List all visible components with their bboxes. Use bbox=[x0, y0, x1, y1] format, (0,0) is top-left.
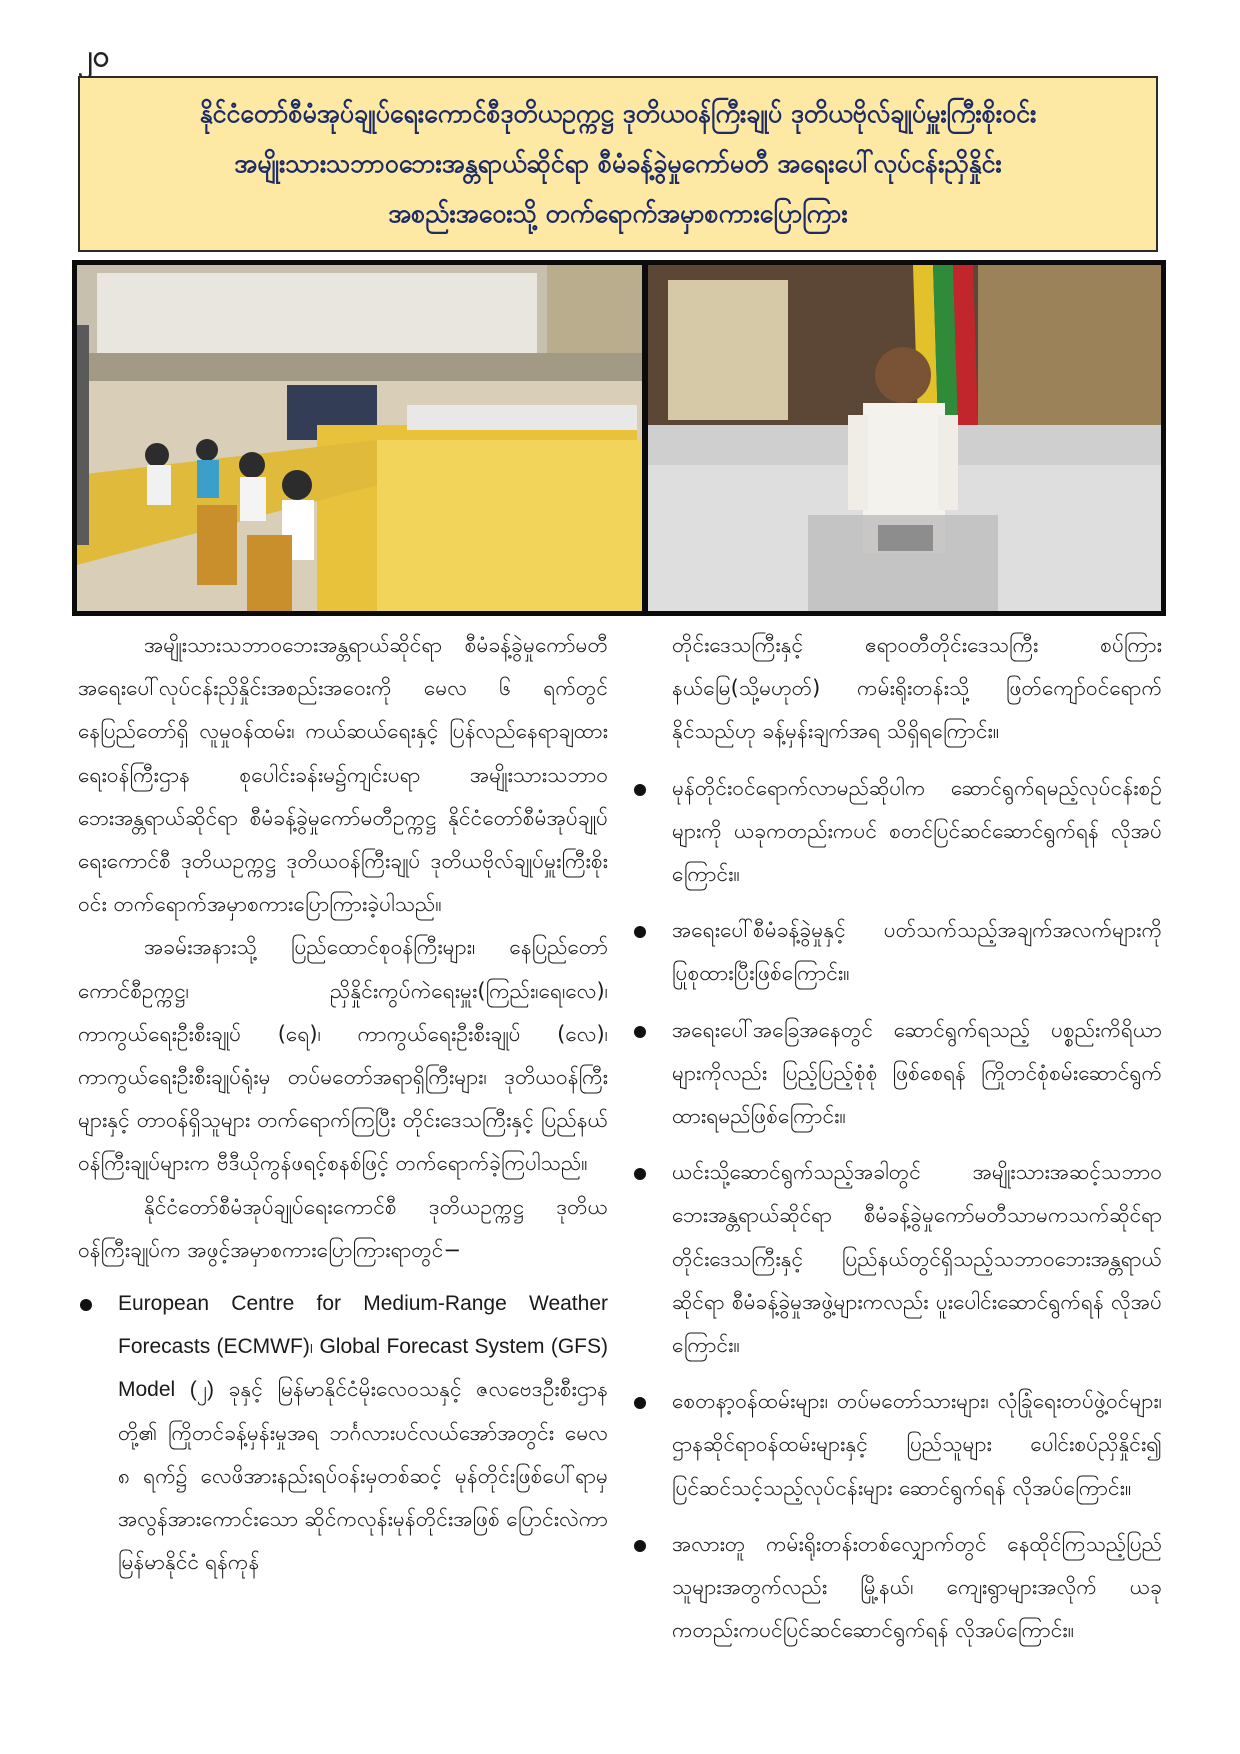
right-bullet-list bbox=[632, 767, 1162, 1653]
list-item bbox=[632, 1380, 1162, 1510]
list-item bbox=[632, 1151, 1162, 1367]
intro-paragraph: အမျိုးသားသဘာဝဘေးအန္တရာယ်ဆိုင်ရာ စီမံခန့်ခွဲမှုကော်မတီ အရေးပေါ်လုပ်ငန်းညှိနှိုင်းအစည်းအဝေးကို မေလ ၆ ရက်တွင် နေပြည်တော်ရှိ လူမှုဝန်ထမ်း၊ ကယ်ဆယ်ရေးနှင့် ပြန်လည်နေရာချထားရေးဝန်ကြီးဌာန စုပေါင်းခန်းမ၌ကျင်းပရာ အမျိုးသားသဘာဝဘေးအန္တရာယ်ဆိုင်ရာ စီမံခန့်ခွဲမှုကော်မတီဥက္ကဋ္ဌ နိုင်ငံတော်စီမံအုပ်ချုပ်ရေးကောင်စီ ဒုတိယဥက္ကဋ္ဌ ဒုတိယဝန်ကြီးချုပ် ဒုတိယဗိုလ်ချုပ်မှူးကြီးစိုးဝင်း တက်ရောက်အမှာစကားပြောကြားခဲ့ပါသည်။ bbox=[78, 633, 608, 917]
speaker-image bbox=[648, 265, 1161, 611]
bullet-dot-icon bbox=[634, 1026, 646, 1038]
bullet-dot-icon bbox=[80, 1299, 92, 1311]
list-item bbox=[632, 1523, 1162, 1653]
list-item bbox=[78, 1282, 608, 1584]
photo-strip bbox=[72, 260, 1166, 616]
bullet-dot-icon bbox=[634, 784, 646, 796]
bullet-text: မုန်တိုင်းဝင်ရောက်လာမည်ဆိုပါက ဆောင်ရွက်ရမည့်လုပ်ငန်းစဉ်များကို ယခုကတည်းကပင် စတင်ပြင်ဆင်ဆောင်ရွက်ရန် လိုအပ်ကြောင်း။ bbox=[672, 775, 1162, 887]
page-number: ၂၀ bbox=[78, 39, 110, 74]
bullet-text: အလားတူ ကမ်းရိုးတန်းတစ်လျှောက်တွင် နေထိုင်ကြသည့်ပြည်သူများအတွက်လည်း မြို့နယ်၊ ကျေးရွာများအလိုက် ယခုကတည်းကပင်ပြင်ဆင်ဆောင်ရွက်ရန် လိုအပ်ကြောင်း။ bbox=[672, 1531, 1162, 1643]
meeting-hall-image bbox=[77, 265, 642, 611]
list-item bbox=[632, 909, 1162, 995]
right-column bbox=[632, 624, 1162, 1665]
attendees-paragraph: အခမ်းအနားသို့ ပြည်ထောင်စုဝန်ကြီးများ၊ နေပြည်တော်ကောင်စီဥက္ကဋ္ဌ၊ ညှိနှိုင်းကွပ်ကဲရေးမှူး(ကြည်း၊ရေ၊လေ)၊ ကာကွယ်ရေးဦးစီးချုပ် (ရေ)၊ ကာကွယ်ရေးဦးစီးချုပ် (လေ)၊ ကာကွယ်ရေးဦးစီးချုပ်ရုံးမှ တပ်မတော်အရာရှိကြီးများ၊ ဒုတိယဝန်ကြီးများနှင့် တာဝန်ရှိသူများ တက်ရောက်ကြပြီး တိုင်းဒေသကြီးနှင့် ပြည်နယ်ဝန်ကြီးချုပ်များက ဗီဒီယိုကွန်ဖရင့်စနစ်ဖြင့် တက်ရောက်ခဲ့ကြပါသည်။ bbox=[78, 935, 608, 1176]
left-column bbox=[78, 624, 608, 1597]
bullet-text: အရေးပေါ်အခြေအနေတွင် ဆောင်ရွက်ရသည့် ပစ္စည်းကိရိယာများကိုလည်း ပြည့်ပြည့်စုံစုံ ဖြစ်စေရန် ကြိုတင်စုံစမ်းဆောင်ရွက်ထားရမည်ဖြစ်ကြောင်း။ bbox=[672, 1017, 1162, 1129]
headline-line-1: နိုင်ငံတော်စီမံအုပ်ချုပ်ရေးကောင်စီဒုတိယဥက္ကဋ္ဌ ဒုတိယဝန်ကြီးချုပ် ဒုတိယဗိုလ်ချုပ်မှူးကြီးစိုးဝင်း bbox=[199, 99, 1037, 128]
bullet-text: ယင်းသို့ဆောင်ရွက်သည့်အခါတွင် အမျိုးသားအဆင့်သဘာဝဘေးအန္တရာယ်ဆိုင်ရာ စီမံခန့်ခွဲမှုကော်မတီသာမကသက်ဆိုင်ရာတိုင်းဒေသကြီးနှင့် ပြည်နယ်တွင်ရှိသည့်သဘာဝဘေးအန္တရာယ်ဆိုင်ရာ စီမံခန့်ခွဲမှုအဖွဲ့များကလည်း ပူးပေါင်းဆောင်ရွက်ရန် လိုအပ်ကြောင်း။ bbox=[672, 1160, 1162, 1358]
bullet-dot-icon bbox=[634, 1540, 646, 1552]
bullet-dot-icon bbox=[634, 1397, 646, 1409]
bullet-text: European Centre for Medium-Range Weather Forecasts (ECMWF)၊ Global Forecast System (GFS) Model (၂) ခုနှင့် မြန်မာနိုင်ငံမိုးလေဝသနှင့် ဇလဗေဒဦးစီးဌာနတို့၏ ကြိုတင်ခန့်မှန်းမှုအရ ဘင်္ဂလားပင်လယ်အော်အတွင်း မေလ ၈ ရက်၌ လေဖိအားနည်းရပ်ဝန်းမှတစ်ဆင့် မုန်တိုင်းဖြစ်ပေါ်ရာမှ အလွန်အားကောင်းသော ဆိုင်ကလုန်းမုန်တိုင်းအဖြစ် ပြောင်းလဲကာ မြန်မာနိုင်ငံ ရန်ကုန် bbox=[118, 1292, 608, 1575]
list-item bbox=[632, 767, 1162, 897]
headline-line-2: အမျိုးသားသဘာဝဘေးအန္တရာယ်ဆိုင်ရာ စီမံခန့်ခွဲမှုကော်မတီ အရေးပေါ်လုပ်ငန်းညှိနှိုင်း bbox=[234, 149, 1002, 178]
headline-box bbox=[78, 76, 1158, 252]
meeting-hall-photo bbox=[77, 265, 642, 611]
bullet-dot-icon bbox=[634, 1168, 646, 1180]
continuation-paragraph: တိုင်းဒေသကြီးနှင့် ဧရာဝတီတိုင်းဒေသကြီး စပ်ကြားနယ်မြေ(သို့မဟုတ်) ကမ်းရိုးတန်းသို့ ဖြတ်ကျော်ဝင်ရောက်နိုင်သည်ဟု ခန့်မှန်းချက်အရ သိရှိရကြောင်း။ bbox=[672, 633, 1162, 744]
bullet-text: စေတနာ့ဝန်ထမ်းများ၊ တပ်မတော်သားများ၊ လုံခြုံရေးတပ်ဖွဲ့ဝင်များ၊ ဌာနဆိုင်ရာဝန်ထမ်းများနှင့် ပြည်သူများ ပေါင်းစပ်ညှိနှိုင်း၍ ပြင်ဆင်သင့်သည့်လုပ်ငန်းများ ဆောင်ရွက်ရန် လိုအပ်ကြောင်း။ bbox=[672, 1389, 1162, 1500]
bullet-dot-icon bbox=[634, 926, 646, 938]
left-bullet-list bbox=[78, 1282, 608, 1584]
bullet-text: အရေးပေါ်စီမံခန့်ခွဲမှုနှင့် ပတ်သက်သည့်အချက်အလက်များကို ပြုစုထားပြီးဖြစ်ကြောင်း။ bbox=[672, 918, 1162, 986]
speaker-photo bbox=[648, 265, 1161, 611]
headline-line-3: အစည်းအဝေးသို့ တက်ရောက်အမှာစကားပြောကြား bbox=[388, 199, 848, 228]
speech-lead-paragraph: နိုင်ငံတော်စီမံအုပ်ချုပ်ရေးကောင်စီ ဒုတိယဥက္ကဋ္ဌ ဒုတိယဝန်ကြီးချုပ်က အဖွင့်အမှာစကားပြောကြားရာတွင်− bbox=[78, 1194, 608, 1262]
list-item bbox=[632, 1009, 1162, 1139]
